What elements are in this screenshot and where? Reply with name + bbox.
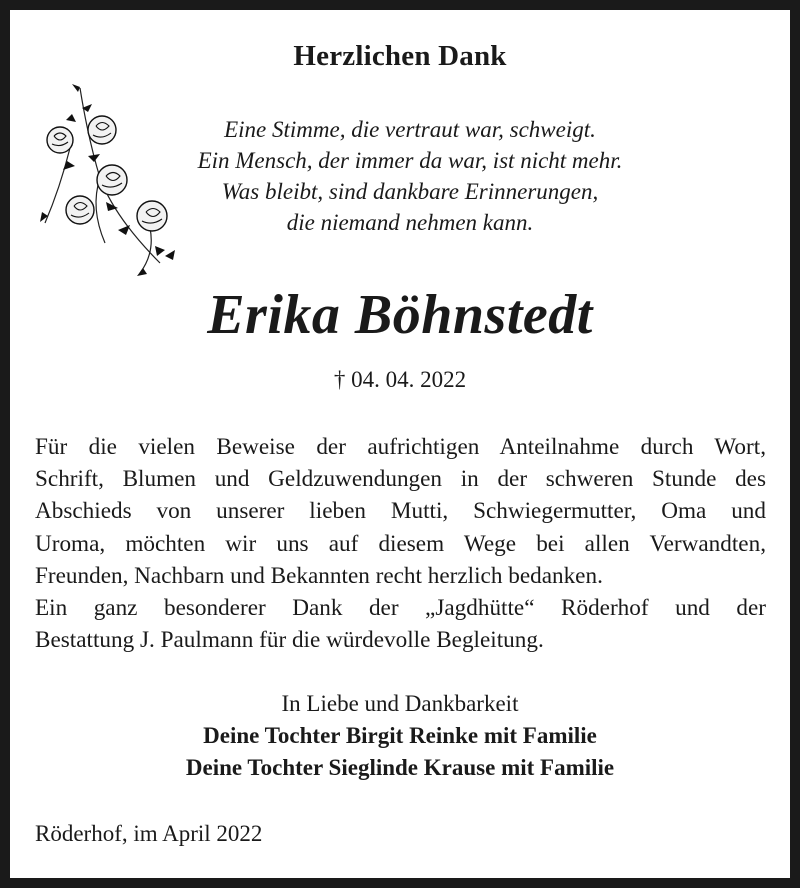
signature-block xyxy=(10,688,790,784)
message-line: Uroma, möchten wir uns auf diesem Wege bei allen Verwandten, xyxy=(35,530,766,557)
obituary-notice xyxy=(10,10,790,878)
death-date: † 04. 04. 2022 xyxy=(333,367,467,392)
poem-line: Eine Stimme, die vertraut war, schweigt. xyxy=(224,117,596,142)
thank-you-message xyxy=(35,431,766,656)
message-line: Schrift, Blumen und Geldzuwendungen in der schweren Stunde des xyxy=(35,466,766,493)
message-line: Für die vielen Beweise der aufrichtigen Anteilnahme durch Wort, xyxy=(35,434,766,460)
signature-line: Deine Tochter Sieglinde Krause mit Familie xyxy=(185,755,615,780)
signature-line: Deine Tochter Birgit Reinke mit Familie xyxy=(203,723,597,748)
message-line: Ein ganz besonderer Dank der „Jagdhütte“ Röderhof und der xyxy=(35,594,766,621)
poem-line: die niemand nehmen kann. xyxy=(286,210,534,235)
notice-heading: Herzlichen Dank xyxy=(293,40,507,72)
poem-line: Was bleibt, sind dankbare Erinnerungen, xyxy=(221,179,599,204)
message-line: Freunden, Nachbarn und Bekannten recht herzlich bedanken. xyxy=(35,562,603,589)
signature-intro: In Liebe und Dankbarkeit xyxy=(281,691,519,716)
poem-verse xyxy=(130,114,690,238)
poem-line: Ein Mensch, der immer da war, ist nicht mehr. xyxy=(197,148,623,173)
message-line: Bestattung J. Paulmann für die würdevolle Begleitung. xyxy=(35,627,544,654)
deceased-name: Erika Böhnstedt xyxy=(207,284,593,346)
message-line: Abschieds von unserer lieben Mutti, Schwiegermutter, Oma und xyxy=(35,498,766,525)
place-date: Röderhof, im April 2022 xyxy=(35,821,263,846)
